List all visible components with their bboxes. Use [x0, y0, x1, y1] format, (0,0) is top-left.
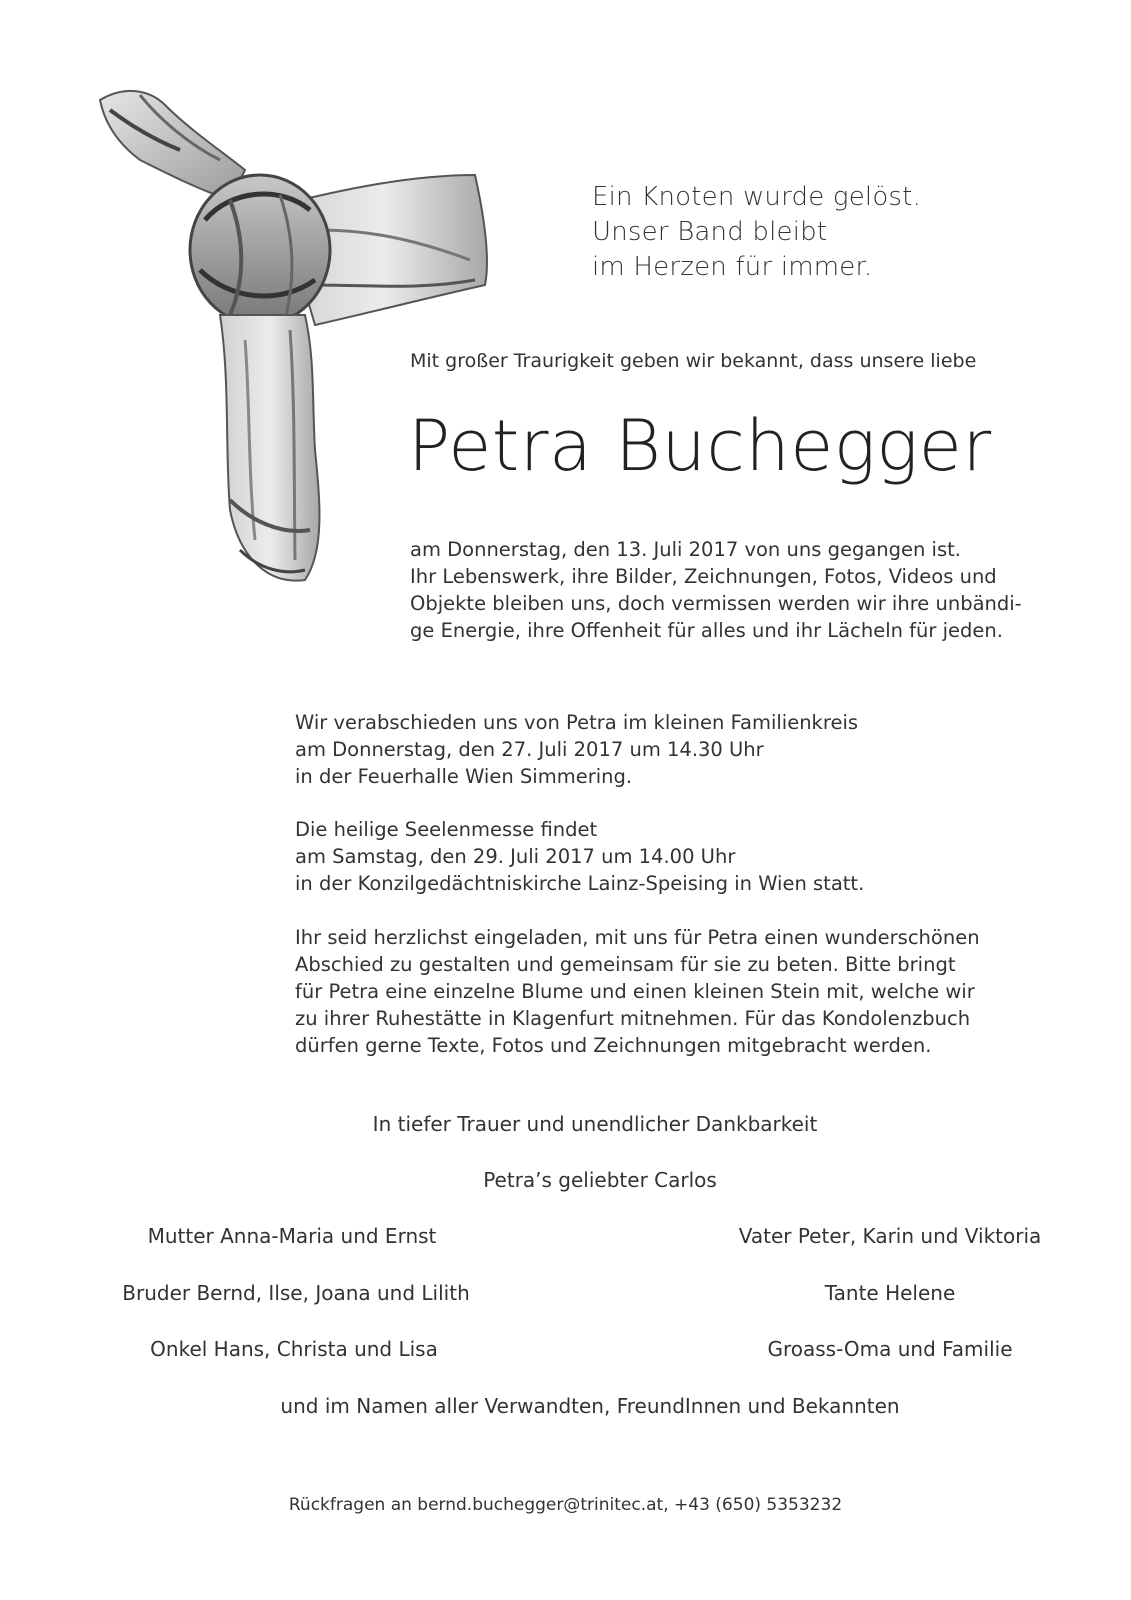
invitation-line-5: dürfen gerne Texte, Fotos und Zeichnungen mitgebracht werden.: [295, 1034, 932, 1057]
invitation-line-2: Abschied zu gestalten und gemeinsam für sie zu beten. Bitte bringt: [295, 953, 956, 976]
motto-line-2: Unser Band bleibt: [592, 217, 828, 247]
mourner-right-2: Tante Helene: [824, 1281, 956, 1305]
farewell-line-2: am Donnerstag, den 27. Juli 2017 um 14.30 Uhr: [295, 738, 764, 761]
invitation-line-1: Ihr seid herzlichst eingeladen, mit uns für Petra einen wunderschönen: [295, 926, 980, 949]
mourner-partner: Petra’s geliebter Carlos: [483, 1168, 717, 1192]
announcement-line-2: Ihr Lebenswerk, ihre Bilder, Zeichnungen, Fotos, Videos und: [410, 565, 997, 588]
farewell-line-1: Wir verabschieden uns von Petra im kleinen Familienkreis: [295, 711, 859, 734]
mourner-left-2: Bruder Bernd, Ilse, Joana und Lilith: [122, 1281, 470, 1305]
announcement-line-3: Objekte bleiben uns, doch vermissen werden wir ihre unbändi-: [410, 592, 1022, 615]
mourner-left-1: Mutter Anna-Maria und Ernst: [147, 1224, 437, 1248]
contact-info: Rückfragen an bernd.buchegger@trinitec.at, +43 (650) 5353232: [288, 1495, 843, 1515]
mass-line-2: am Samstag, den 29. Juli 2017 um 14.00 Uhr: [295, 845, 736, 868]
deceased-name: Petra Buchegger: [408, 405, 992, 487]
knot-ribbon-icon: [80, 80, 500, 610]
mourner-right-1: Vater Peter, Karin und Viktoria: [738, 1224, 1042, 1248]
invitation-line-4: zu ihrer Ruhestätte in Klagenfurt mitnehmen. Für das Kondolenzbuch: [295, 1007, 971, 1030]
announcement-line-1: am Donnerstag, den 13. Juli 2017 von uns gegangen ist.: [410, 538, 961, 561]
invitation-line-3: für Petra eine einzelne Blume und einen kleinen Stein mit, welche wir: [295, 980, 975, 1003]
mourners-closing: und im Namen aller Verwandten, FreundInnen und Bekannten: [280, 1394, 900, 1418]
announcement-line-4: ge Energie, ihre Offenheit für alles und ihr Lächeln für jeden.: [410, 619, 1003, 642]
mass-line-1: Die heilige Seelenmesse findet: [295, 818, 598, 841]
farewell-line-3: in der Feuerhalle Wien Simmering.: [295, 765, 633, 788]
motto-line-3: im Herzen für immer.: [592, 252, 873, 282]
mourner-right-3: Groass-Oma und Familie: [767, 1337, 1013, 1361]
announcement-intro: Mit großer Traurigkeit geben wir bekannt, dass unsere liebe: [410, 350, 977, 372]
mourners-heading: In tiefer Trauer und unendlicher Dankbarkeit: [372, 1112, 818, 1136]
mass-line-3: in der Konzilgedächtniskirche Lainz-Speising in Wien statt.: [295, 872, 865, 895]
mourner-left-3: Onkel Hans, Christa und Lisa: [150, 1337, 438, 1361]
motto-line-1: Ein Knoten wurde gelöst.: [592, 182, 922, 212]
